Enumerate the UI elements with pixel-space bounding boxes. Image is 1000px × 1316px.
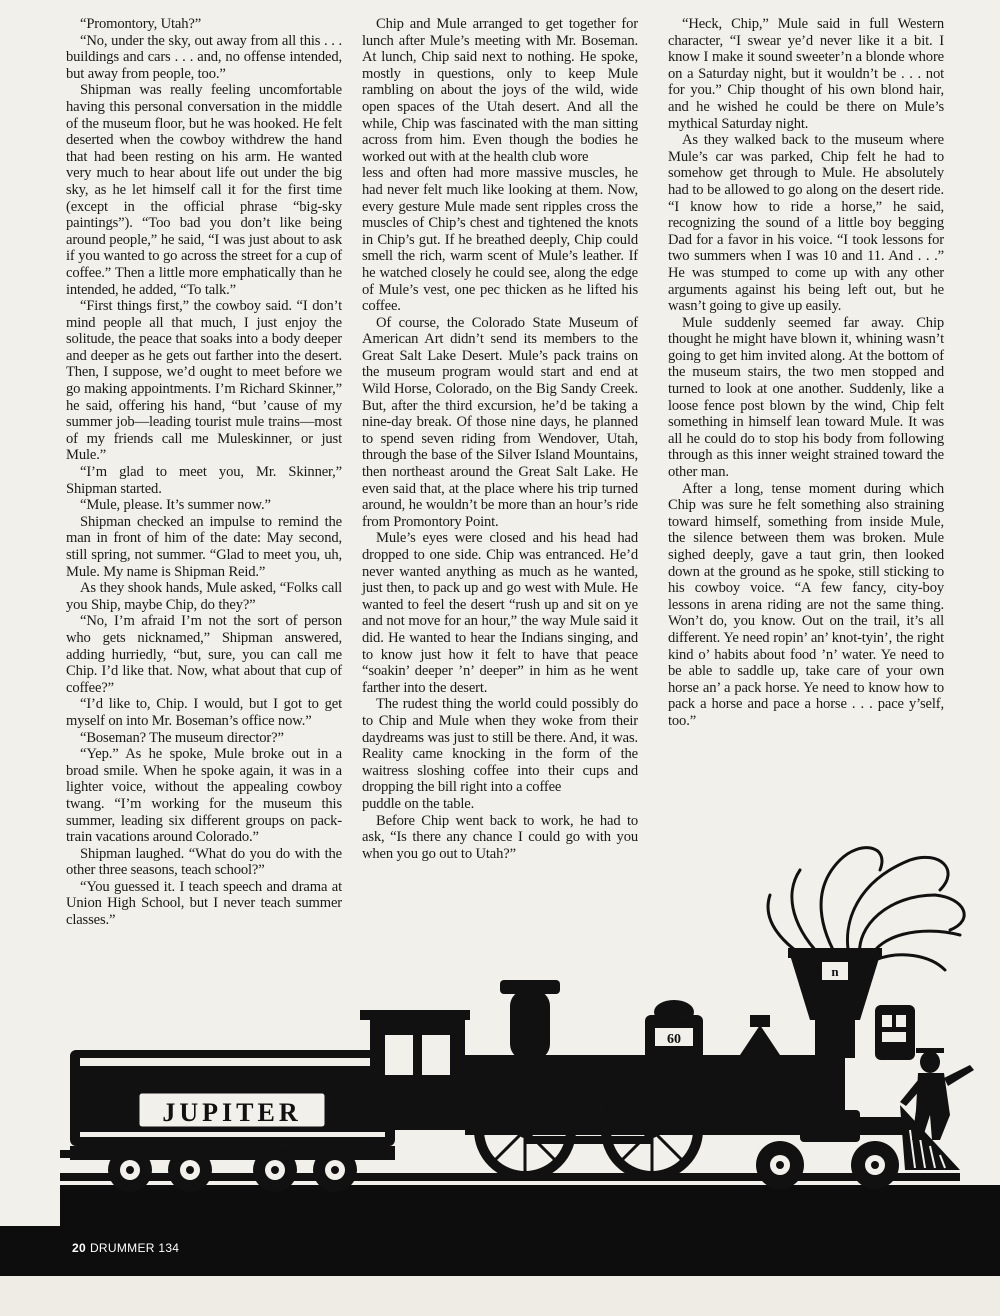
headlamp-plate: n xyxy=(831,964,839,979)
smokestack xyxy=(788,948,882,1058)
article-paragraph: The rudest thing the world could possibly do to Chip and Mule when they woke from their daydreams was just to still be there. And, it was. Reality came knocking in the form of the waitress sloshing coffee into their cups and dropping the bill right into a coffee xyxy=(362,696,638,796)
leading-wheels xyxy=(756,1141,899,1189)
article-paragraph: puddle on the table. xyxy=(362,795,475,812)
article-paragraph: Of course, the Colorado State Museum of American Art didn’t send its members to the Great Salt Lake Desert. Mule’s pack trains on the museum program would start and end at Wild Horse, Colorado, on the Big Sandy Creek. But, after the third excursion, he’d be taking a nine-day break. Of those nine days, he planned to spend seven riding from Wendover, Utah, through the base of the Silver Island Mountains, then northeast around the Great Salt Lake. He even said that, at the place where his trip turned around, he wouldn’t be more than an hour’s ride from Promontory Point. xyxy=(362,314,638,530)
tender-car xyxy=(60,1050,395,1160)
article-paragraph: As they shook hands, Mule asked, “Folks call you Ship, maybe Chip, do they?” xyxy=(66,580,342,613)
page-bottom-margin xyxy=(0,1276,1000,1316)
page-footer xyxy=(72,1241,179,1255)
article-paragraph: As they walked back to the museum where Mule’s car was parked, Chip felt he had to somehow get through to Mule. He absolutely had to be allowed to go along on the desert ride. “I know how to ride a horse,” he said, recognizing the sound of a little boy begging Dad for a favor in his voice. “I took lessons for two summers when I was 10 and 11. And . . .” He was stumped to come up with any other arguments against his being left out, but he wasn’t going to give up easily. xyxy=(668,132,944,315)
article-paragraph: Shipman was really feeling uncomfortable having this personal conversation in the middle of the museum floor, but he was hooked. He felt deserted when the cowboy withdrew the hand that had been resting on his arm. He wanted very much to hear about life out under the big sky, as he let himself call it for the first time (except in the official phrase “big-sky paintings”). “Too bad you don’t like being around people,” he said, “I was just about to ask if you wanted to go across the street for a cup of coffee.” Then a little more emphatically than he intended, he added, “To talk.” xyxy=(66,82,342,298)
article-paragraph: “First things first,” the cowboy said. “I don’t mind people all that much, I just enjoy the solitude, the peace that soaks into a body deeper and deeper as he gets out farther into the desert. Then, I suppose, we’d ought to meet before we go making appointments. I’m Richard Skinner,” he said, offering his hand, “but ’cause of my summer job—leading tourist mule trains—most of my friends call me Muleskinner, or just Mule.” xyxy=(66,298,342,464)
locomotive-boiler xyxy=(465,980,845,1117)
article-paragraph: less and often had more massive muscles, he had never felt much like looking at them. Now, every gesture Mule made sent ripples cross the muscles of Chip’s chest and tightened the knots in Chip’s gut. If he breathed deeply, Chip could smell the rich, warm scent of Mule’s leather. If he watched closely he could see, along the edge of Mule’s vest, one pec thicken as he lifted his coffee. xyxy=(362,165,638,315)
article-paragraph: “I’m glad to meet you, Mr. Skinner,” Shipman started. xyxy=(66,464,342,497)
article-paragraph: Chip and Mule arranged to get together for lunch after Mule’s meeting with Mr. Boseman. At lunch, Chip said next to nothing. He spoke, mostly in questions, only to keep Mule rambling on about the joys of the wild, wide open spaces of the Utah desert. And all the while, Chip was fascinated with the man sitting across from him. Even though the bodies he worked out with at the health club wore xyxy=(362,16,638,165)
article-paragraph: Shipman laughed. “What do you do with the other three seasons, teach school?” xyxy=(66,845,342,879)
engine-number-plate: 60 xyxy=(667,1032,681,1047)
article-paragraph: After a long, tense moment during which Chip was sure he felt something also straining toward himself, something from inside Mule, the silence between them was broken. Mule sighed deeply, gave a taut grin, then looked down at the ground as he spoke, still sticking to his cowboy voice. “A few fancy, city-boy lessons in arena riding are not the same thing. Won’t do, you know. Out on the trail, it’s all different. Ye need ropin’ an’ knot-tyin’, the right kind o’ habits about food ’n’ water. Ye need to be able to saddle up, take care of your own horse an’ a pack horse. Ye need to know how to pack a horse and pace a horse . . . pace y’self, too.” xyxy=(668,480,944,729)
article-paragraph: “You guessed it. I teach speech and drama at Union High School, but I never teach summer classes.” xyxy=(66,878,342,929)
article-paragraph: “No, I’m afraid I’m not the sort of person who gets nicknamed,” Shipman answered, adding hurriedly, “but, sure, you can call me Chip. I’d like that. Now, what about that cup of coffee?” xyxy=(66,613,342,696)
article-paragraph: “I’d like to, Chip. I would, but I got to get myself on into Mr. Boseman’s office now.” xyxy=(66,696,342,729)
headlamp xyxy=(875,1005,915,1060)
locomotive-cab xyxy=(360,1010,470,1130)
article-paragraph: Before Chip went back to work, he had to ask, “Is there any chance I could go with you when you go out to Utah?” xyxy=(362,812,638,862)
text-column-2 xyxy=(362,16,638,862)
article-paragraph: “Yep.” As he spoke, Mule broke out in a broad smile. When he spoke again, it was in a lighter voice, without the appealing cowboy twang. “I’m working for the museum this summer, leading six different groups on pack-train vacations around Colorado.” xyxy=(66,746,342,846)
tender-nameplate: JUPITER xyxy=(162,1098,302,1127)
article-paragraph: “Promontory, Utah?” xyxy=(80,16,202,32)
page-number: 20 xyxy=(72,1241,86,1255)
article-paragraph: Shipman checked an impulse to remind the man in front of him of the date: May second, still spring, not summer. “Glad to meet you, uh, Mule. My name is Shipman Reid.” xyxy=(66,513,342,580)
magazine-issue: DRUMMER 134 xyxy=(89,1241,180,1255)
text-column-1 xyxy=(66,16,342,929)
locomotive-silhouette-illustration xyxy=(60,840,1000,1235)
article-paragraph: “Mule, please. It’s summer now.” xyxy=(80,497,271,514)
article-paragraph: Mule suddenly seemed far away. Chip thought he might have blown it, whining wasn’t going to get him invited along. At the bottom of the museum stairs, the two men stopped and turned to look at one another. Suddenly, like a loose fence post blown by the wind, Chip felt something in himself lean toward Mule. It was all he could do to stop his body from following through as this inner weight strained toward the other man. xyxy=(668,314,944,481)
article-paragraph: “Boseman? The museum director?” xyxy=(80,729,284,746)
article-paragraph: Mule’s eyes were closed and his head had dropped to one side. Chip was entranced. He’d never wanted anything as much as he wanted, just then, to pack up and go west with Mule. He wanted to feel the desert “rush up and sit on ye and not move for an hour,” the way Mule said it did. He wanted to hear the Indians singing, and to know just how it felt to have that peace “soakin’ deeper ’n’ deeper” in him as he went farther into the desert. xyxy=(362,530,638,696)
text-column-3 xyxy=(668,16,944,730)
article-paragraph: “No, under the sky, out away from all this . . . buildings and cars . . . and, no offense intended, but away from people, too.” xyxy=(66,32,342,82)
article-paragraph: “Heck, Chip,” Mule said in full Western character, “I swear ye’d never like it a bit. I know I make it sound sweeter’n a blonde whore on a Saturday night, but it wouldn’t be . . . not for you.” Chip thought of his own blond hair, and he wished he could be there on Mule’s mythical Saturday night. xyxy=(668,16,944,132)
